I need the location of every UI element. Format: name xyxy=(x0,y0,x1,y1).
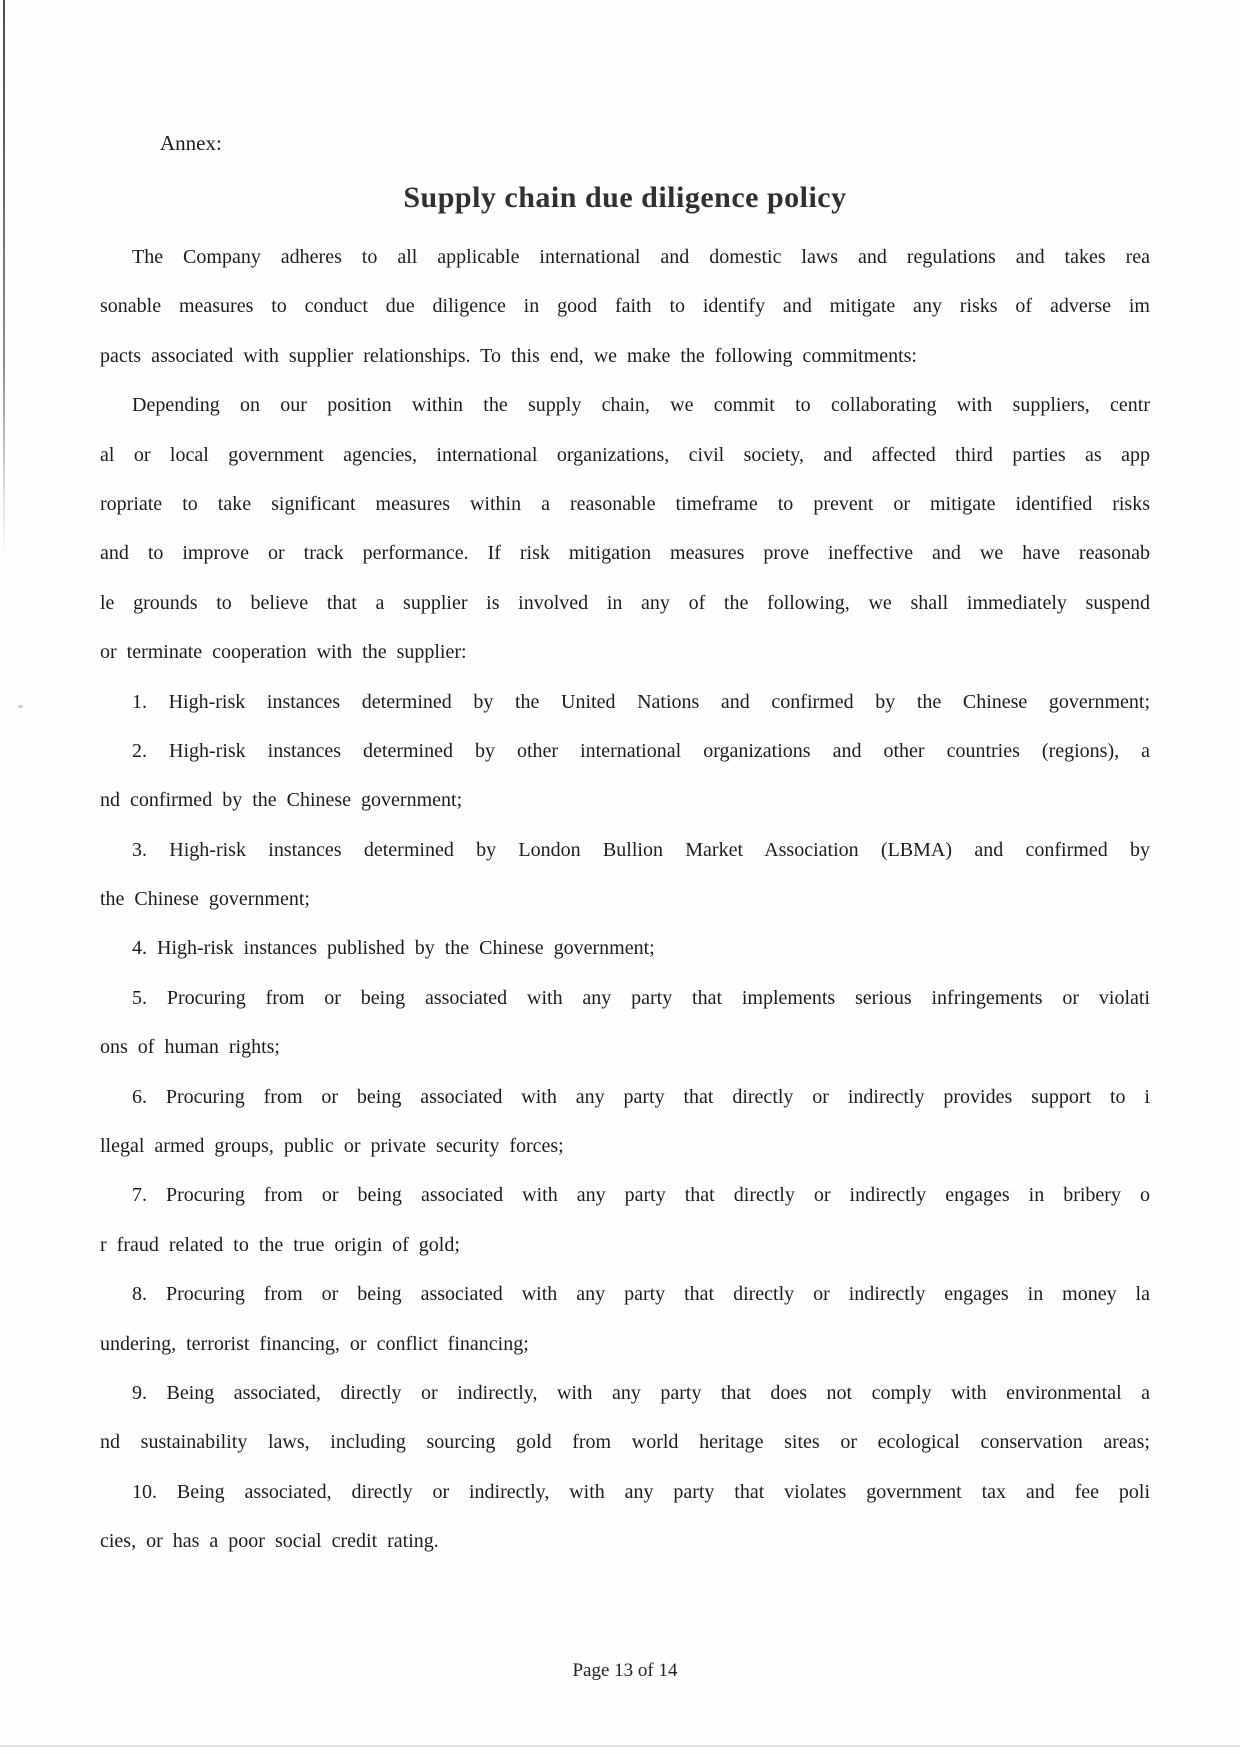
page-number: Page 13 of 14 xyxy=(572,1660,678,1681)
text-line: and to improve or track performance. If risk mitigation measures prove ineffective and we have reasonab xyxy=(100,542,1150,565)
page-title: Supply chain due diligence policy xyxy=(403,181,847,214)
text-line: r fraud related to the true origin of gold; xyxy=(100,1233,460,1256)
text-line: llegal armed groups, public or private security forces; xyxy=(100,1135,564,1158)
scan-artifact-left-line xyxy=(3,0,5,562)
text-line: 9. Being associated, directly or indirectly, with any party that does not comply with environmental a xyxy=(132,1381,1150,1404)
annex-label: Annex: xyxy=(160,131,222,155)
text-line: al or local government agencies, international organizations, civil society, and affected third parties as app xyxy=(100,443,1150,466)
text-line: cies, or has a poor social credit rating. xyxy=(100,1530,439,1553)
text-lines xyxy=(100,233,1150,1567)
text-line: le grounds to believe that a supplier is involved in any of the following, we shall immediately suspend xyxy=(100,591,1150,614)
text-line: 2. High-risk instances determined by other international organizations and other countries (regions), a xyxy=(132,739,1150,762)
scan-artifact-bottom-line xyxy=(0,1745,1240,1747)
text-line: undering, terrorist financing, or conflict financing; xyxy=(100,1332,529,1355)
text-line: 5. Procuring from or being associated with any party that implements serious infringements or violati xyxy=(132,986,1150,1009)
text-line: 1. High-risk instances determined by the United Nations and confirmed by the Chinese government; xyxy=(132,690,1150,713)
text-line: 4. High-risk instances published by the Chinese government; xyxy=(132,937,655,960)
scan-artifact-speck xyxy=(18,705,23,708)
text-line: the Chinese government; xyxy=(100,888,310,911)
text-line: nd confirmed by the Chinese government; xyxy=(100,789,463,812)
text-line: or terminate cooperation with the supplier: xyxy=(100,641,467,664)
text-line: 8. Procuring from or being associated with any party that directly or indirectly engages in money la xyxy=(132,1283,1150,1306)
text-line: ons of human rights; xyxy=(100,1036,280,1059)
text-line: ropriate to take significant measures within a reasonable timeframe to prevent or mitigate identified risks xyxy=(100,492,1150,515)
text-line: 6. Procuring from or being associated with any party that directly or indirectly provides support to i xyxy=(132,1085,1150,1108)
text-line: 3. High-risk instances determined by London Bullion Market Association (LBMA) and confirmed by xyxy=(132,838,1150,861)
text-line: 10. Being associated, directly or indirectly, with any party that violates government tax and fee poli xyxy=(132,1480,1150,1503)
text-line: nd sustainability laws, including sourcing gold from world heritage sites or ecological conservation areas; xyxy=(100,1431,1150,1454)
text-line: 7. Procuring from or being associated with any party that directly or indirectly engages in bribery o xyxy=(132,1184,1150,1207)
text-line: pacts associated with supplier relationships. To this end, we make the following commitments: xyxy=(100,344,917,367)
text-line: sonable measures to conduct due diligence in good faith to identify and mitigate any risks of adverse im xyxy=(100,295,1150,318)
text-line: The Company adheres to all applicable international and domestic laws and regulations and takes rea xyxy=(132,246,1150,268)
text-line: Depending on our position within the supply chain, we commit to collaborating with suppliers, centr xyxy=(132,394,1150,417)
